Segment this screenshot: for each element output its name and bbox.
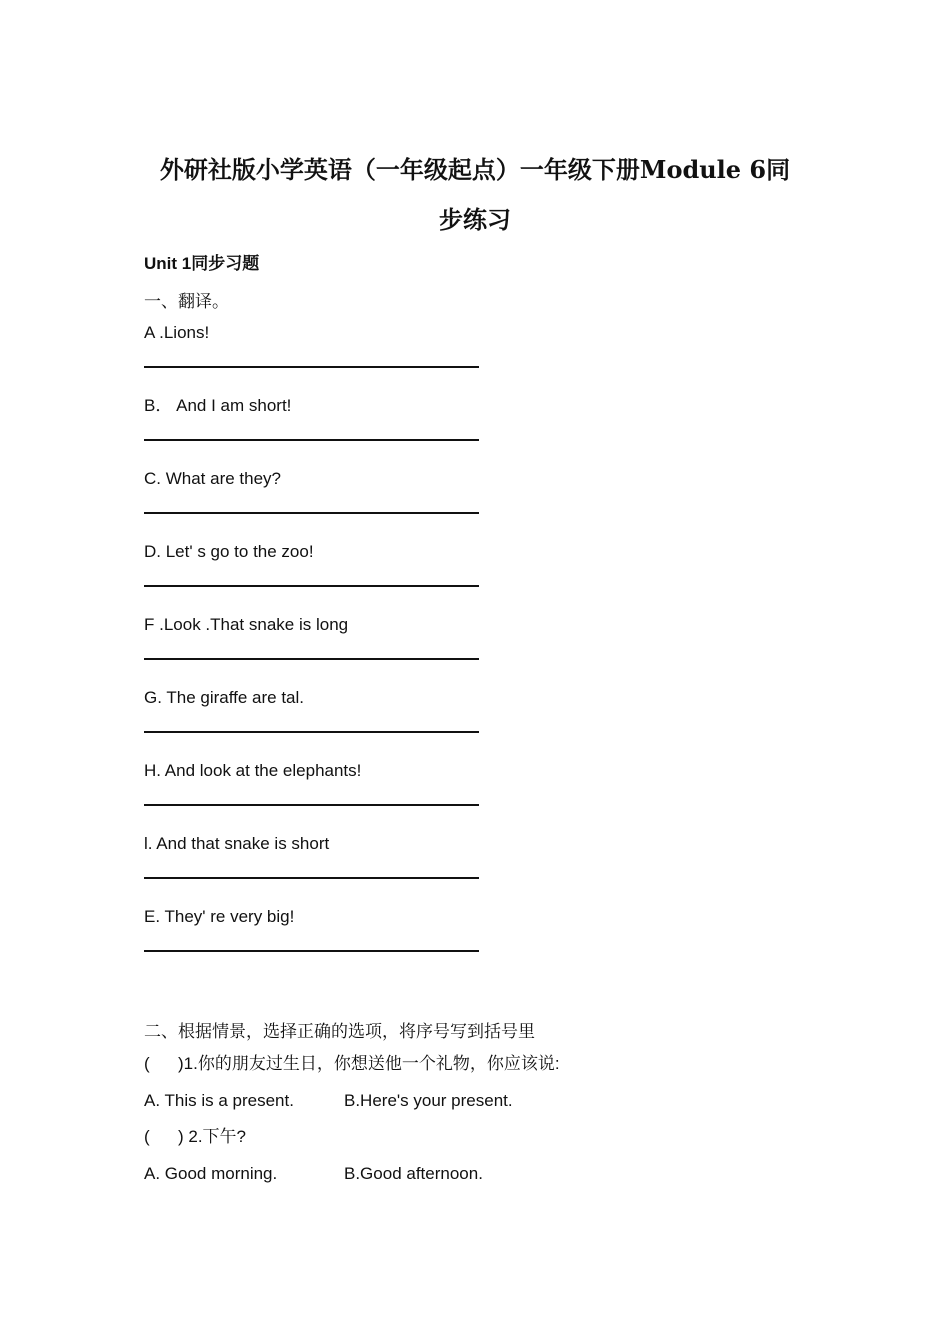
translation-item <box>144 614 479 636</box>
option-b: B.Here's your present. <box>344 1091 513 1110</box>
translation-item <box>144 833 479 855</box>
option-b: B.Good afternoon. <box>344 1164 483 1183</box>
answer-line[interactable] <box>144 366 479 368</box>
section1-heading: 一、翻译。 <box>144 292 229 312</box>
translation-item-text: A .Lions! <box>144 323 210 342</box>
answer-paren[interactable]: ( <box>144 1127 150 1146</box>
translation-item-text: G. The giraffe are tal. <box>144 688 305 707</box>
translation-item-text: l. And that snake is short <box>144 834 330 853</box>
title-line-1: 外研社版小学英语（一年级起点）一年级下册Module 6同 <box>159 155 791 184</box>
unit-heading: Unit 1同步习题 <box>144 254 260 273</box>
question-text: )1.你的朋友过生日，你想送他一个礼物，你应该说: <box>178 1054 560 1073</box>
translation-item-text: D. Let' s go to the zoo! <box>144 542 314 561</box>
answer-line[interactable] <box>144 804 479 806</box>
translation-item-text: B． And I am short! <box>144 396 292 415</box>
answer-line[interactable] <box>144 877 479 879</box>
option-a: A. This is a present. <box>144 1091 294 1110</box>
translation-item <box>144 322 479 344</box>
translation-item-text: F .Look .That snake is long <box>144 615 349 634</box>
translation-item <box>144 541 479 563</box>
translation-item <box>144 906 479 928</box>
document-title <box>120 145 830 245</box>
translation-item <box>144 468 479 490</box>
question-stem <box>144 1053 560 1075</box>
translation-item-text: E. They' re very big! <box>144 907 295 926</box>
option-a: A. Good morning. <box>144 1164 278 1183</box>
title-line-2: 步练习 <box>439 205 511 234</box>
answer-line[interactable] <box>144 439 479 441</box>
translation-item-text: H. And look at the elephants! <box>144 761 362 780</box>
answer-line[interactable] <box>144 585 479 587</box>
translation-item <box>144 760 479 782</box>
answer-line[interactable] <box>144 512 479 514</box>
answer-line[interactable] <box>144 658 479 660</box>
question-stem <box>144 1126 246 1148</box>
section2-heading: 二、根据情景，选择正确的选项，将序号写到括号里 <box>144 1022 535 1042</box>
translation-item <box>144 395 479 417</box>
question-options <box>144 1163 483 1185</box>
answer-line[interactable] <box>144 731 479 733</box>
answer-line[interactable] <box>144 950 479 952</box>
translation-item-text: C. What are they? <box>144 469 282 488</box>
answer-paren[interactable]: ( <box>144 1054 150 1073</box>
question-text: ) 2.下午? <box>178 1127 247 1146</box>
question-options <box>144 1090 513 1112</box>
translation-item <box>144 687 479 709</box>
